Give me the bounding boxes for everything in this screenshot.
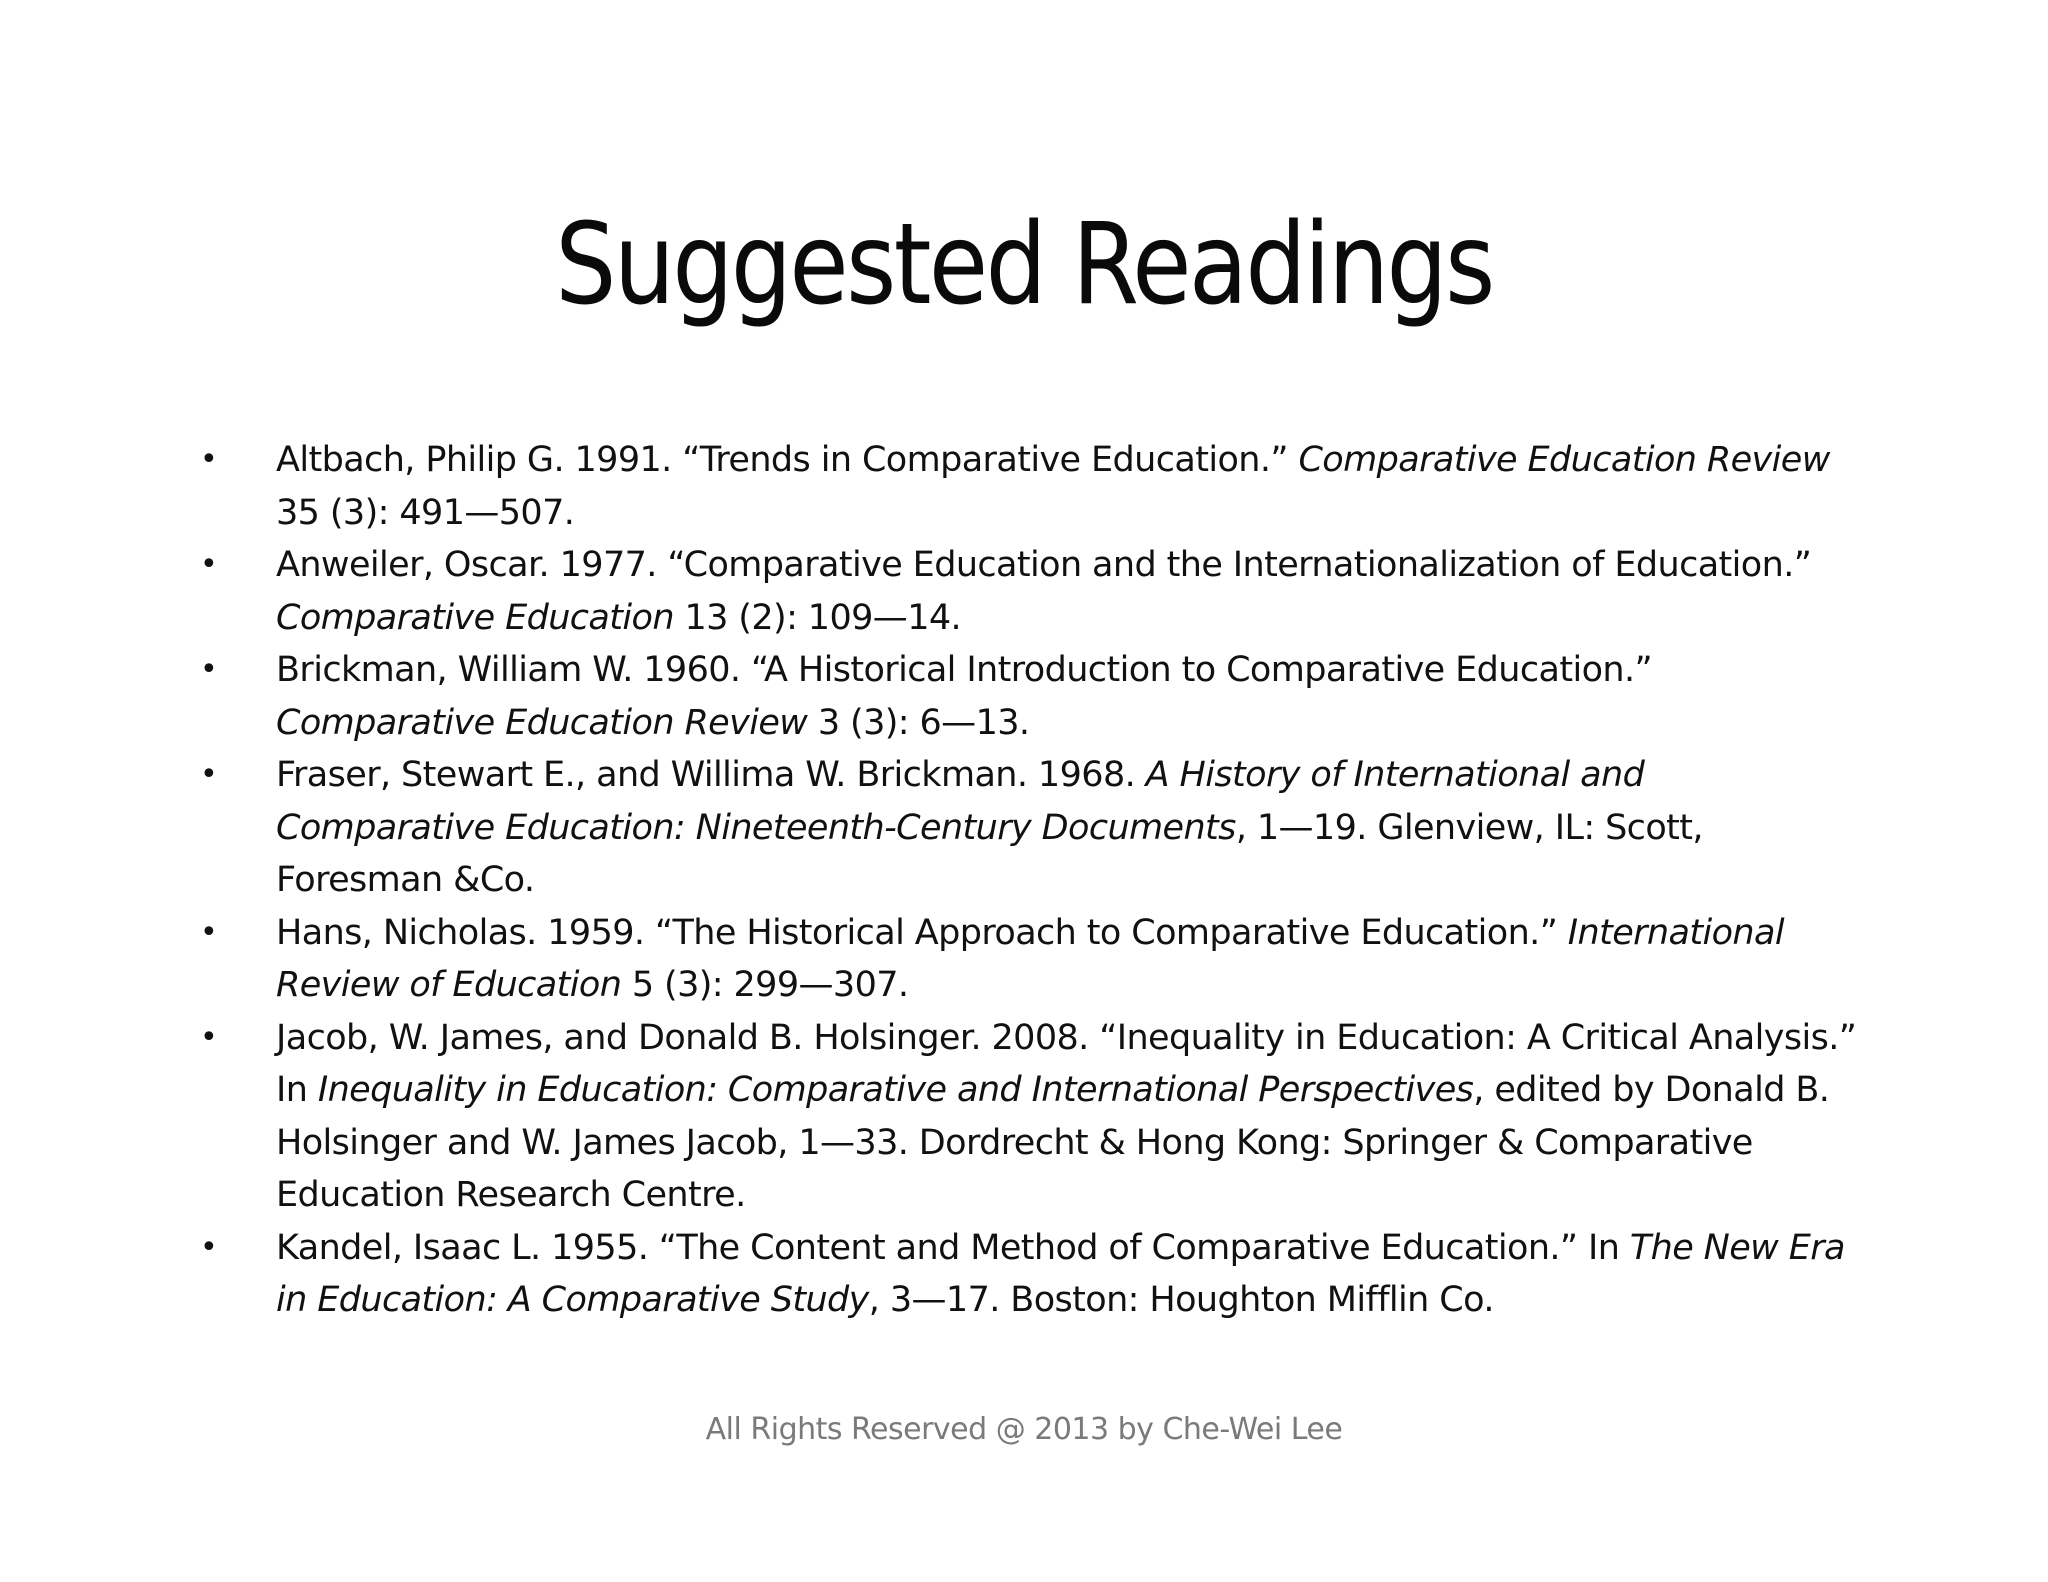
reference-tail: , 3—17. Boston: Houghton Mifflin Co. xyxy=(868,1280,1494,1320)
reference-lead: Hans, Nicholas. 1959. “The Historical Approach to Comparative Education.” xyxy=(276,912,1568,953)
reference-source-title: International Review of Education xyxy=(276,912,1784,1005)
reference-item xyxy=(200,539,1860,644)
reference-text xyxy=(276,1012,1860,1222)
reference-item xyxy=(200,644,1860,749)
reference-text xyxy=(276,434,1860,539)
reference-source-title: Comparative Education xyxy=(276,597,674,638)
reference-item xyxy=(200,434,1860,539)
reference-text xyxy=(276,907,1860,1012)
reference-source-title: The New Era in Education: A Comparative Study xyxy=(276,1227,1845,1320)
reference-source-title: Comparative Education Review xyxy=(1298,440,1830,480)
reference-lead: Altbach, Philip G. 1991. “Trends in Comparative Education.” xyxy=(276,440,1299,480)
copyright-footer: All Rights Reserved @ 2013 by Che-Wei Lee xyxy=(705,1412,1343,1447)
reference-lead: Fraser, Stewart E., and Willima W. Brickman. 1968. xyxy=(276,755,1146,795)
reference-text xyxy=(276,644,1860,749)
reference-source-title: A History of International and Comparative Education: Nineteenth-Century Documents xyxy=(276,755,1645,848)
bullet-icon: • xyxy=(200,652,218,687)
reference-lead: Anweiler, Oscar. 1977. “Comparative Education and the Internationalization of Education.” xyxy=(276,545,1812,585)
reference-tail: 5 (3): 299—307. xyxy=(621,965,909,1005)
reference-tail: 35 (3): 491—507. xyxy=(276,492,575,533)
reference-lead: Brickman, William W. 1960. “A Historical Introduction to Comparative Education.” xyxy=(276,650,1653,690)
reference-item xyxy=(200,1222,1860,1327)
slide-title: Suggested Readings xyxy=(555,200,1493,330)
bullet-icon: • xyxy=(200,547,218,582)
reference-lead: Kandel, Isaac L. 1955. “The Content and Method of Comparative Education.” In xyxy=(276,1227,1630,1268)
reference-text xyxy=(276,1222,1860,1327)
reference-text xyxy=(276,749,1860,907)
reference-text xyxy=(276,539,1860,644)
reference-item xyxy=(200,749,1860,907)
reference-item xyxy=(200,907,1860,1012)
bullet-icon: • xyxy=(200,757,218,792)
reference-tail: , 1—19. Glenview, IL: Scott, Foresman &Co. xyxy=(276,807,1703,900)
bullet-icon: • xyxy=(200,1229,218,1265)
reference-item xyxy=(200,1012,1860,1222)
bullet-icon: • xyxy=(200,1019,218,1055)
reference-list xyxy=(200,434,1860,1327)
reference-tail: , edited by Donald B. Holsinger and W. James Jacob, 1—33. Dordrecht & Hong Kong: Springer & Comparative Education Research Centre. xyxy=(276,1070,1830,1215)
reference-tail: 3 (3): 6—13. xyxy=(807,702,1030,743)
reference-source-title: Inequality in Education: Comparative and International Perspectives xyxy=(317,1070,1474,1110)
bullet-icon: • xyxy=(200,442,218,477)
bullet-icon: • xyxy=(200,914,218,950)
reference-tail: 13 (2): 109—14. xyxy=(673,597,962,638)
reference-lead: Jacob, W. James, and Donald B. Holsinger. 2008. “Inequality in Education: A Critical Analysis.” In xyxy=(276,1017,1857,1110)
reference-source-title: Comparative Education Review xyxy=(276,702,808,743)
